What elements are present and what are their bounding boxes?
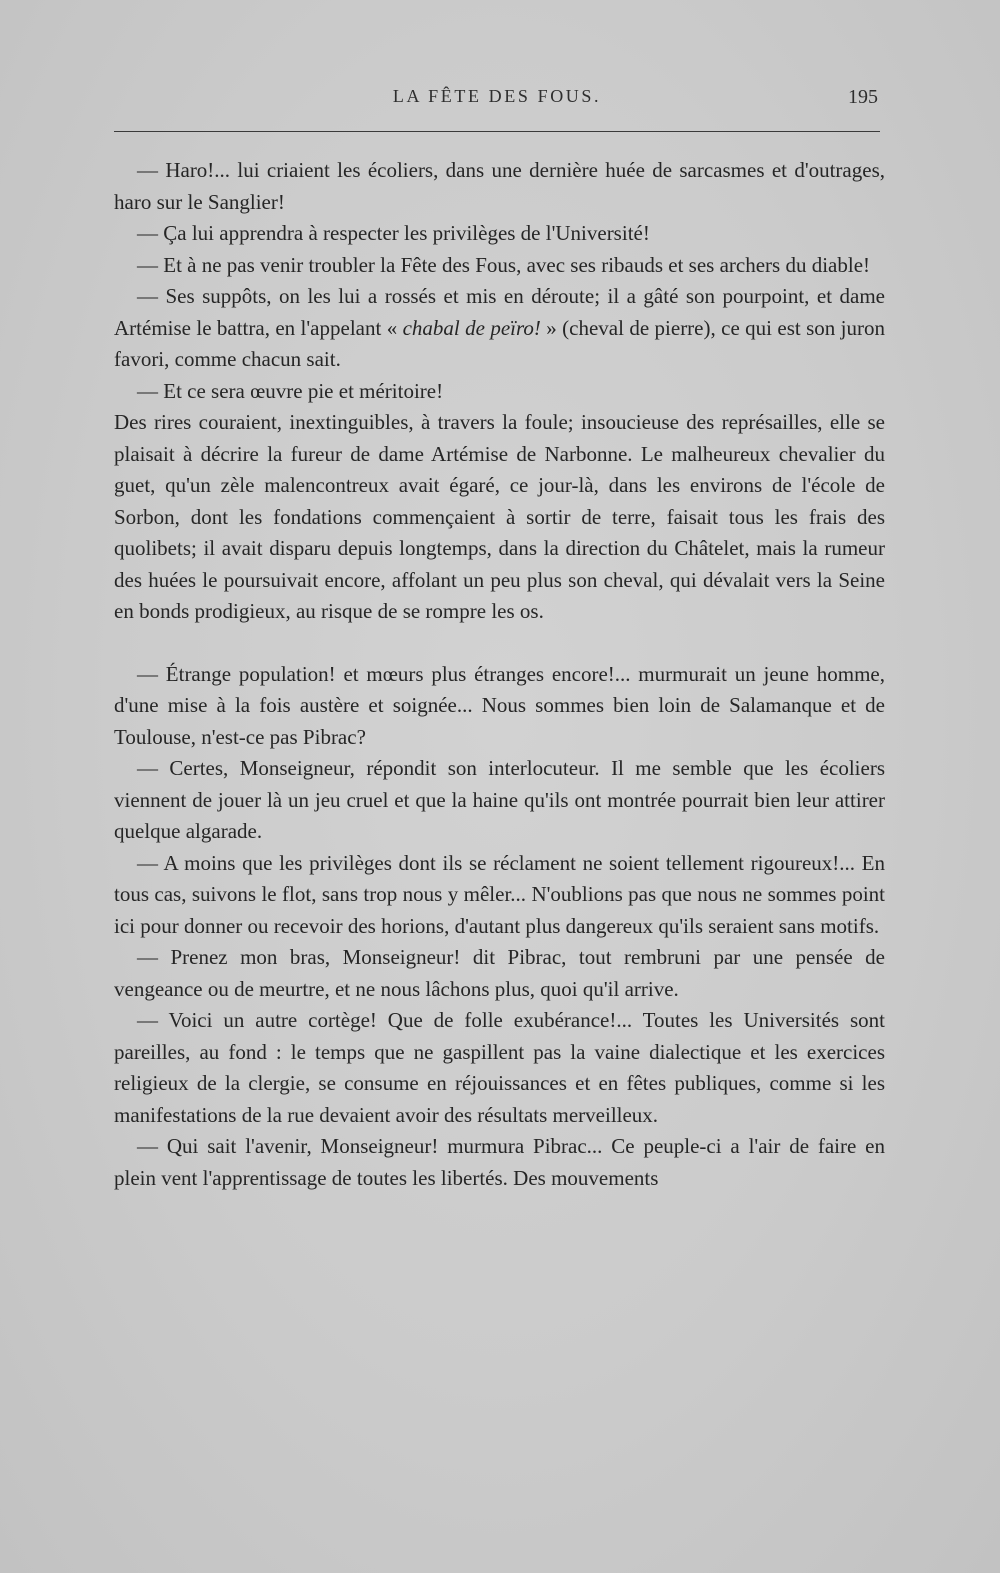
page-number: 195 [848,86,878,108]
paragraph: — Certes, Monseigneur, répondit son interlocuteur. Il me semble que les écoliers viennent de jouer là un jeu cruel et que la haine qu'ils ont montrée pourrait bien leur attirer quelque algarade. [114,756,885,843]
paragraph: — Prenez mon bras, Monseigneur! dit Pibrac, tout rembruni par une pensée de vengeance ou de meurtre, et ne nous lâchons plus, quoi qu'il arrive. [114,945,885,1001]
paragraph-text: » (cheval de pierre), ce qui est son juron favori, comme chacun sait. [114,315,885,371]
paragraph: — Étrange population! et mœurs plus étranges encore!... murmurait un jeune homme, d'une mise à la fois austère et soignée... Nous sommes bien loin de Salamanque et de Toulouse, n'est-ce pas Pibrac? [114,661,885,749]
paragraph: Des rires couraient, inextinguibles, à travers la foule; insoucieuse des représailles, elle se plaisait à décrire la fureur de dame Artémise de Narbonne. Le malheureux chevalier du guet, qu'un zèle malencontreux avait égaré, ce jour-là, dans les environs de l'école de Sorbon, dont les fondations commençaient à sortir de terre, faisait tous les frais des quolibets; il avait disparu depuis longtemps, dans la direction du Châtelet, mais la rumeur des huées le poursuivait encore, affolant un peu plus son cheval, qui dévalait vers la Seine en bonds prodigieux, au risque de se rompre les os. [114,410,885,623]
paragraph-text: — Ses suppôts, on les lui a rossés et mis en déroute; il a gâté son pourpoint, et dame Artémise le battra, en l'appelant « [114,284,885,340]
paragraph: — A moins que les privilèges dont ils se réclament ne soient tellement rigoureux!... En tous cas, suivons le flot, sans trop nous y mêler... N'oublions pas que nous ne sommes point ici pour donner ou recevoir des horions, d'autant plus dangereux qu'ils seraient sans motifs. [114,850,885,938]
body-text [114,155,885,1194]
paragraph: — Et à ne pas venir troubler la Fête des Fous, avec ses ribauds et ses archers du diable! [137,252,871,277]
paragraph: — Voici un autre cortège! Que de folle exubérance!... Toutes les Universités sont pareilles, au fond : le temps que ne gaspillent pas la vaine dialectique et les exercices religieux de la clergie, se consume en réjouissances et en fêtes publiques, comme si les manifestations de la rue devaient avoir des résultats merveilleux. [114,1008,885,1127]
paragraph [114,281,885,376]
paragraph: — Et ce sera œuvre pie et méritoire! [137,378,444,403]
header-rule [114,131,880,132]
paragraph: — Qui sait l'avenir, Monseigneur! murmura Pibrac... Ce peuple-ci a l'air de faire en plein vent l'apprentissage de toutes les libertés. Des mouvements [114,1134,885,1190]
paragraph: — Ça lui apprendra à respecter les privilèges de l'Université! [137,221,650,245]
paragraph: — Haro!... lui criaient les écoliers, dans une dernière huée de sarcasmes et d'outrages, haro sur le Sanglier! [114,158,885,214]
italic-phrase: chabal de peïro! [402,315,541,340]
page-header [114,82,880,116]
running-title: LA FÊTE DES FOUS. [392,86,602,106]
